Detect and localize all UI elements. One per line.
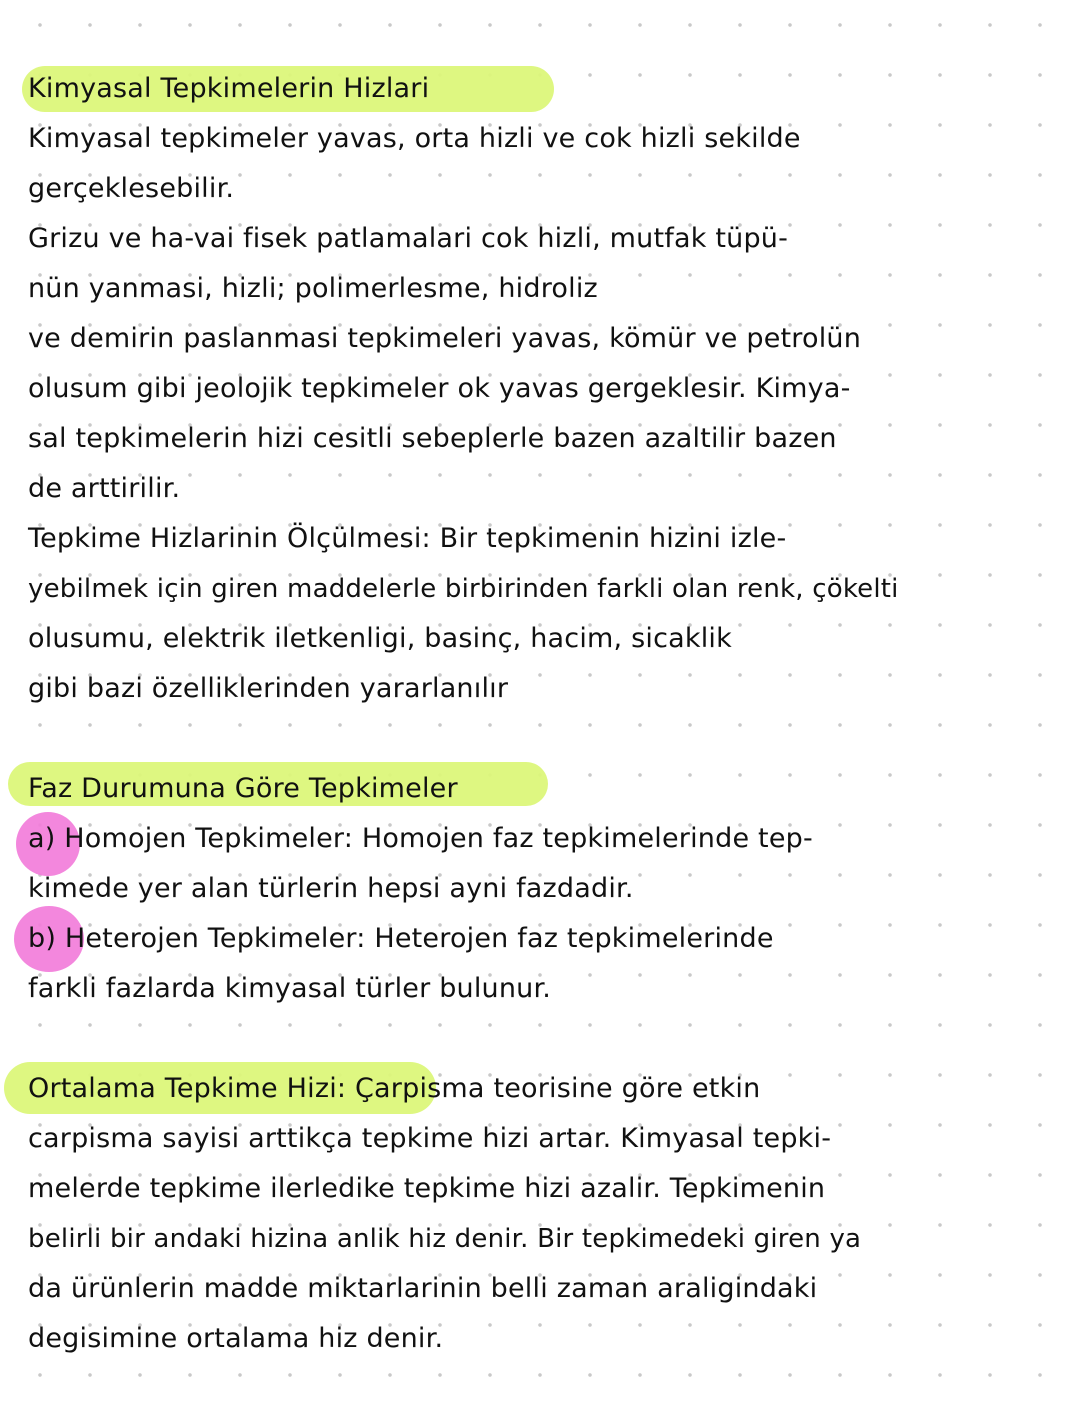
text-line: Kimyasal tepkimeler yavas, orta hizli ve cok hizli sekilde — [28, 123, 801, 154]
text-line: de arttirilir. — [28, 473, 181, 504]
text-line: belirli bir andaki hizina anlik hiz denir. Bir tepkimedeki giren ya — [28, 1224, 862, 1254]
section-title-reaction-rates: Kimyasal Tepkimelerin Hizlari — [28, 73, 430, 104]
text-line: da ürünlerin madde miktarlarinin belli zaman araligindaki — [28, 1273, 818, 1304]
text-line: sal tepkimelerin hizi cesitli sebeplerle bazen azaltilir bazen — [28, 423, 837, 454]
text-line: degisimine ortalama hiz denir. — [28, 1323, 444, 1354]
text-line: b) Heterojen Tepkimeler: Heterojen faz tepkimelerinde — [28, 923, 774, 954]
text-line: a) Homojen Tepkimeler: Homojen faz tepkimelerinde tep- — [28, 823, 813, 854]
text-line: carpisma sayisi arttikça tepkime hizi artar. Kimyasal tepki- — [28, 1123, 832, 1154]
text-line: olusumu, elektrik iletkenligi, basinç, hacim, sicaklik — [28, 623, 732, 654]
text-line: kimede yer alan türlerin hepsi ayni fazdadir. — [28, 873, 634, 904]
text-line: melerde tepkime ilerledike tepkime hizi azalir. Tepkimenin — [28, 1173, 826, 1204]
text-line-average-rate: Ortalama Tepkime Hizi: Çarpisma teorisine göre etkin — [28, 1073, 761, 1104]
text-line: Grizu ve ha-vai fisek patlamalari cok hizli, mutfak tüpü- — [28, 223, 789, 254]
text-line: farkli fazlarda kimyasal türler bulunur. — [28, 973, 552, 1004]
text-line: gerçeklesebilir. — [28, 173, 235, 204]
section-title-phase-reactions: Faz Durumuna Göre Tepkimeler — [28, 773, 458, 804]
text-line: gibi bazi özelliklerinden yararlanılır — [28, 673, 509, 704]
text-line: olusum gibi jeolojik tepkimeler ok yavas gergeklesir. Kimya- — [28, 373, 851, 404]
text-line: Tepkime Hizlarinin Ölçülmesi: Bir tepkimenin hizini izle- — [28, 523, 787, 554]
text-line: ve demirin paslanmasi tepkimeleri yavas, kömür ve petrolün — [28, 323, 862, 354]
text-line: yebilmek için giren maddelerle birbirinden farkli olan renk, çökelti — [28, 574, 899, 604]
text-line: nün yanmasi, hizli; polimerlesme, hidroliz — [28, 273, 598, 304]
